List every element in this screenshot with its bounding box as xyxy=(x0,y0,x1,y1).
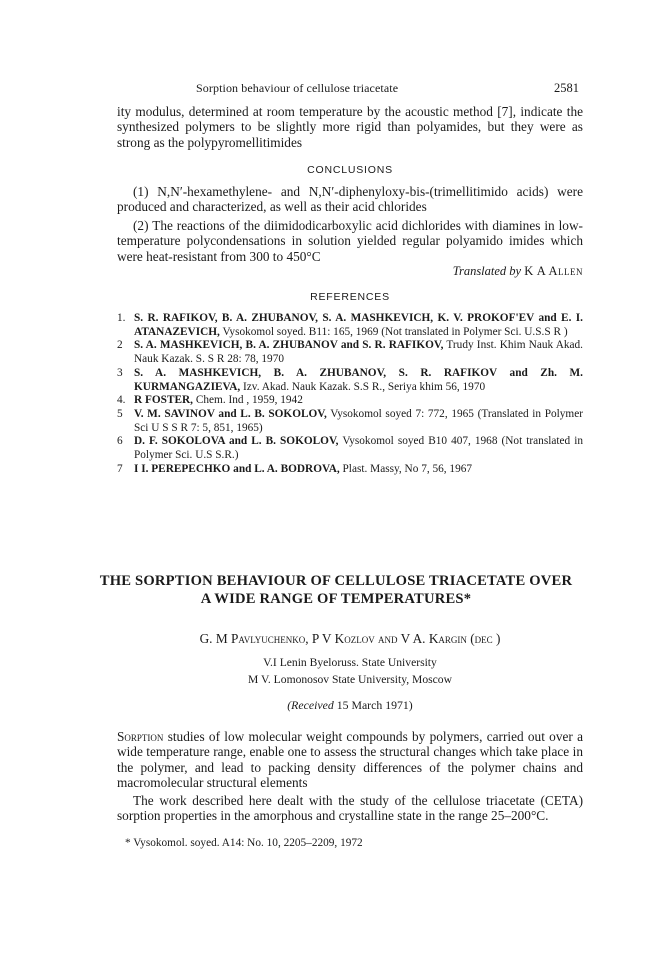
references-heading: REFERENCES xyxy=(310,291,390,303)
affiliation-2: M V. Lomonosov State University, Moscow xyxy=(248,673,452,686)
reference-authors: V. M. SAVINOV and L. B. SOKOLOV, xyxy=(134,407,327,420)
received-date xyxy=(117,698,583,713)
body-paragraph-1 xyxy=(117,729,583,790)
translator-prefix: Translated by xyxy=(452,264,522,278)
reference-authors: R FOSTER, xyxy=(134,394,194,407)
intro-paragraph: ity modulus, determined at room temperature by the acoustic method [7], indicate the synthesized polymers to be slightly more rigid than polyamides, but they were as strong as the polypyromellitimides xyxy=(117,104,583,150)
reference-number: 3 xyxy=(117,366,123,379)
reference-number: 6 xyxy=(117,435,123,448)
article-title xyxy=(80,572,592,608)
body-paragraph-2: The work described here dealt with the study of the cellulose triacetate (CETA) sorption properties in the amorphous and crystalline state in the range 25–200°C. xyxy=(117,793,583,824)
reference-number: 4. xyxy=(117,394,126,407)
translator-name: K A Allen xyxy=(524,264,583,278)
affiliation-1: V.I Lenin Byeloruss. State University xyxy=(263,656,437,669)
article-title-line-2: A WIDE RANGE OF TEMPERATURES* xyxy=(200,591,472,607)
reference-source: Trudy Inst. Khim Nauk Akad. Nauk Kazak. S. S R 28: 78, 1970 xyxy=(134,339,583,366)
conclusion-item-2: (2) The reactions of the diimidodicarboxylic acid dichlorides with diamines in low-temperature polycondensations in solution yielded regular polyamido imides which were heat-resistant from 300 to 450°C xyxy=(117,218,583,264)
reference-source: Vysokomol soyed B10 407, 1968 (Not translated in Polymer Sci. U.S S.R.) xyxy=(134,435,583,462)
reference-source: Plast. Massy, No 7, 56, 1967 xyxy=(339,462,473,475)
reference-source: Vysokomol soyed. B11: 165, 1969 (Not translated in Polymer Sci. U.S.S R ) xyxy=(219,325,568,338)
footnote: * Vysokomol. soyed. A14: No. 10, 2205–2209, 1972 xyxy=(125,837,363,849)
reference-item xyxy=(117,367,583,394)
conclusion-item-1: (1) N,N′-hexamethylene- and N,N′-diphenyloxy-bis-(trimellitimido acids) were produced and characterized, as well as their acid chlorides xyxy=(117,184,583,215)
reference-number: 1. xyxy=(117,312,126,324)
authors-text: G. M Pavlyuchenko, P V Kozlov and V A. Kargin (dec ) xyxy=(199,631,501,646)
reference-number: 5 xyxy=(117,407,123,420)
reference-authors: S. R. RAFIKOV, B. A. ZHUBANOV, S. A. MASHKEVICH, K. V. PROKOF'EV and E. I. ATANAZEVICH, xyxy=(134,312,583,338)
received-year: 1971) xyxy=(385,698,413,712)
running-title: Sorption behaviour of cellulose triacetate xyxy=(196,81,399,95)
translator-credit xyxy=(117,264,583,279)
received-day: 15 March xyxy=(336,698,383,712)
reference-number: 7 xyxy=(117,462,123,475)
reference-number: 2 xyxy=(117,339,123,352)
received-prefix: (Received xyxy=(287,698,334,712)
reference-authors: D. F. SOKOLOVA and L. B. SOKOLOV, xyxy=(134,435,339,448)
reference-list xyxy=(117,312,583,476)
article-title-line-1: THE SORPTION BEHAVIOUR OF CELLULOSE TRIACETATE OVER xyxy=(99,573,573,589)
reference-item xyxy=(117,463,583,477)
body-lead-word: Sorption xyxy=(117,729,164,744)
reference-authors: S. A. MASHKEVICH, B. A. ZHUBANOV and S. R. RAFIKOV, xyxy=(134,339,444,352)
reference-item xyxy=(117,312,583,339)
reference-authors: I I. PEREPECHKO and L. A. BODROVA, xyxy=(134,462,340,475)
reference-item xyxy=(117,408,583,435)
conclusions-heading: CONCLUSIONS xyxy=(307,164,393,176)
reference-source: Izv. Akad. Nauk Kazak. S.S R., Seriya khim 56, 1970 xyxy=(240,380,486,393)
reference-source: Vysokomol soyed 7: 772, 1965 (Translated in Polymer Sci U S S R 7: 5, 851, 1965) xyxy=(134,407,583,434)
reference-source: Chem. Ind , 1959, 1942 xyxy=(193,394,303,407)
body-paragraph-1-text: studies of low molecular weight compounds by polymers, carried out over a wide temperature range, enable one to assess the structural changes which take place in the polymer, and lead to packing density differences of the polymer chains and macromolecular structural elements xyxy=(117,729,583,790)
article-authors xyxy=(117,631,583,647)
reference-item xyxy=(117,394,583,408)
reference-item xyxy=(117,435,583,462)
page-number: 2581 xyxy=(554,81,579,95)
reference-authors: S. A. MASHKEVICH, B. A. ZHUBANOV, S. R. RAFIKOV and Zh. M. KURMANGAZIEVA, xyxy=(134,366,583,393)
reference-item xyxy=(117,339,583,366)
